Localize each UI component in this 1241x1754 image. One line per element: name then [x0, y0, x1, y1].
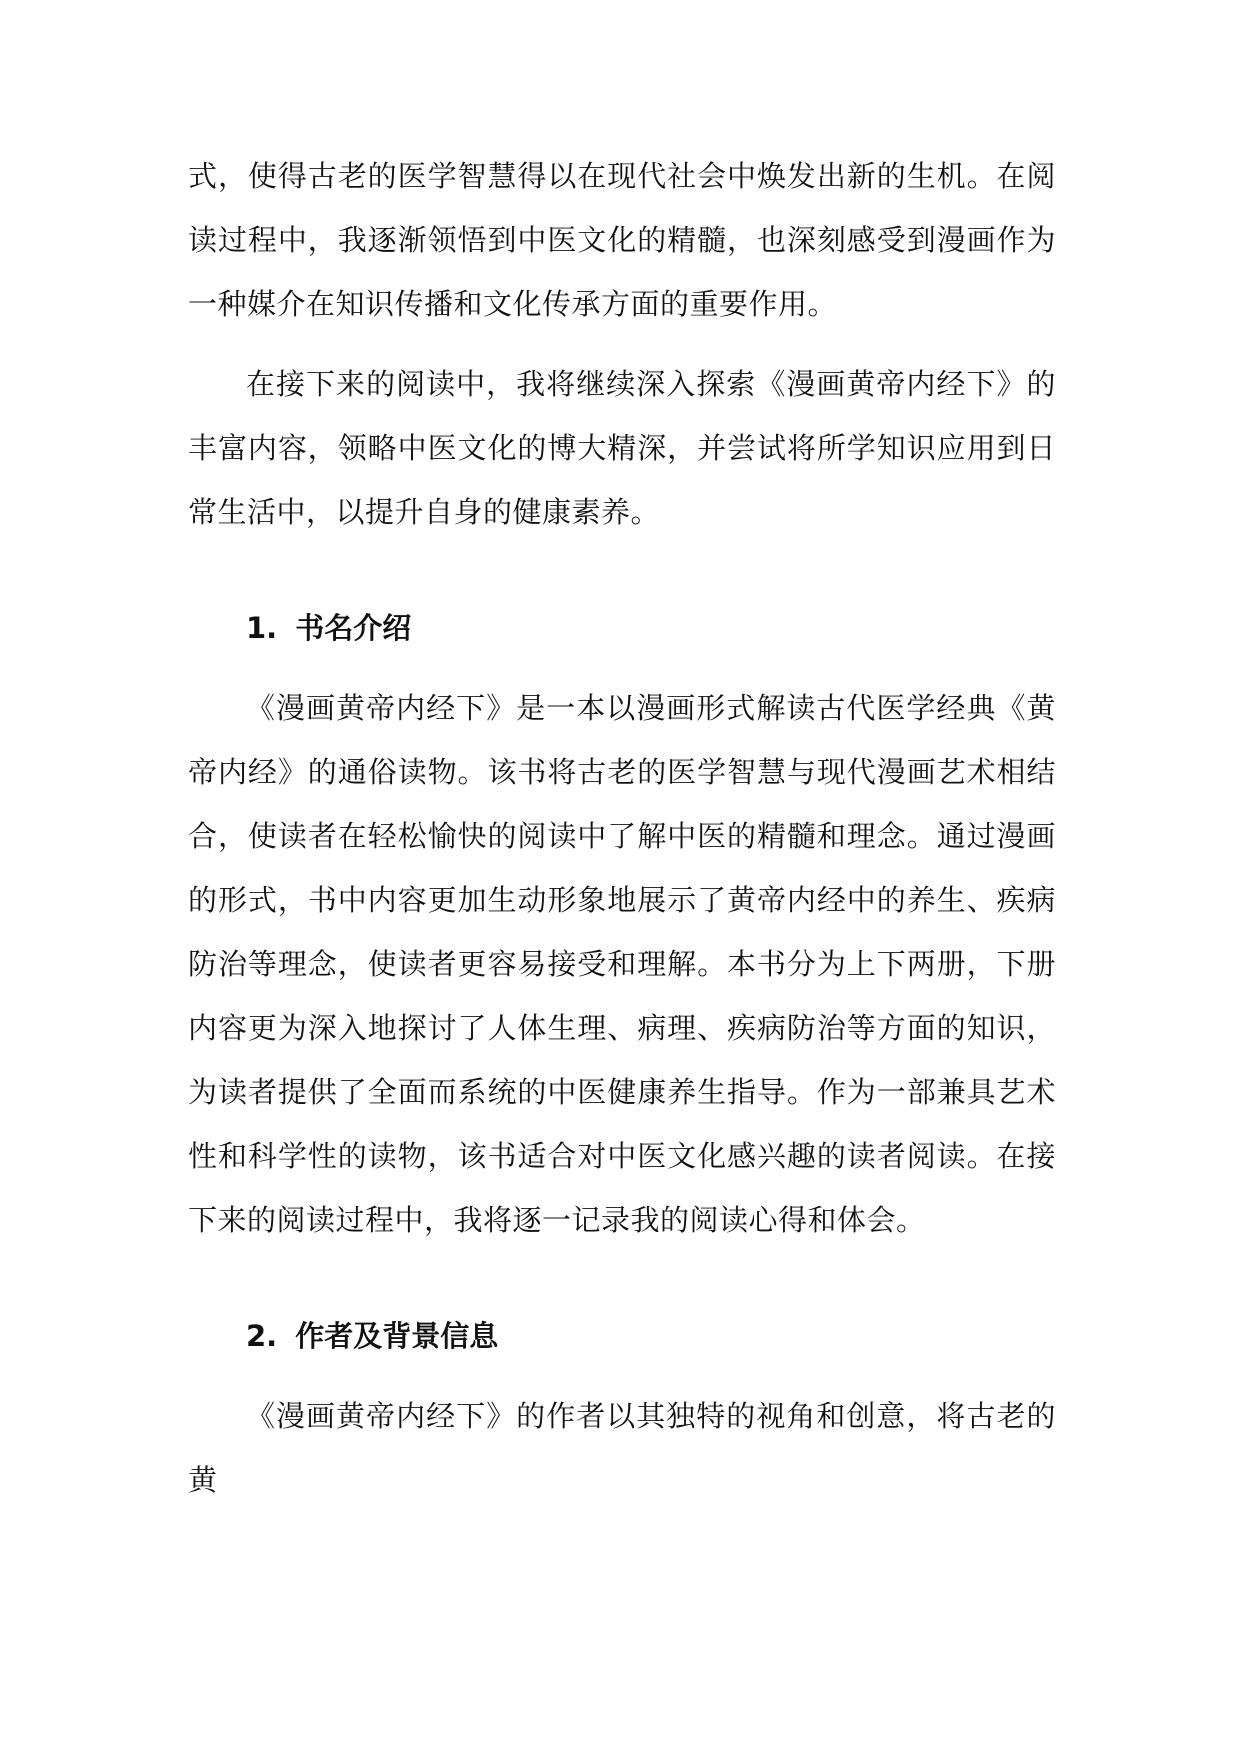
paragraph-author-intro: 《漫画黄帝内经下》的作者以其独特的视角和创意，将古老的黄	[188, 1399, 1056, 1497]
section-number: 2.	[246, 1319, 278, 1353]
section-title: 书名介绍	[295, 611, 412, 645]
section-title: 作者及背景信息	[295, 1319, 499, 1353]
paragraph-book-intro: 《漫画黄帝内经下》是一本以漫画形式解读古代医学经典《黄帝内经》的通俗读物。该书将古老的医学智慧与现代漫画艺术相结合，使读者在轻松愉快的阅读中了解中医的精髓和理念。通过漫画的形式，书中内容更加生动形象地展示了黄帝内经中的养生、疾病防治等理念，使读者更容易接受和理解。本书分为上下两册，下册内容更为深入地探讨了人体生理、病理、疾病防治等方面的知识，为读者提供了全面而系统的中医健康养生指导。作为一部兼具艺术性和科学性的读物，该书适合对中医文化感兴趣的读者阅读。在接下来的阅读过程中，我将逐一记录我的阅读心得和体会。	[188, 691, 1056, 1237]
paragraph-continuation: 式，使得古老的医学智慧得以在现代社会中焕发出新的生机。在阅读过程中，我逐渐领悟到中医文化的精髓，也深刻感受到漫画作为一种媒介在知识传播和文化传承方面的重要作用。	[188, 159, 1056, 321]
section-number: 1.	[246, 611, 278, 645]
paragraph-reading-plan: 在接下来的阅读中，我将继续深入探索《漫画黄帝内经下》的丰富内容，领略中医文化的博大精深，并尝试将所学知识应用到日常生活中，以提升自身的健康素养。	[188, 367, 1056, 529]
section-heading-book-intro	[188, 596, 1056, 660]
section-heading-author-background	[188, 1304, 1056, 1368]
document-body	[188, 144, 1056, 1512]
